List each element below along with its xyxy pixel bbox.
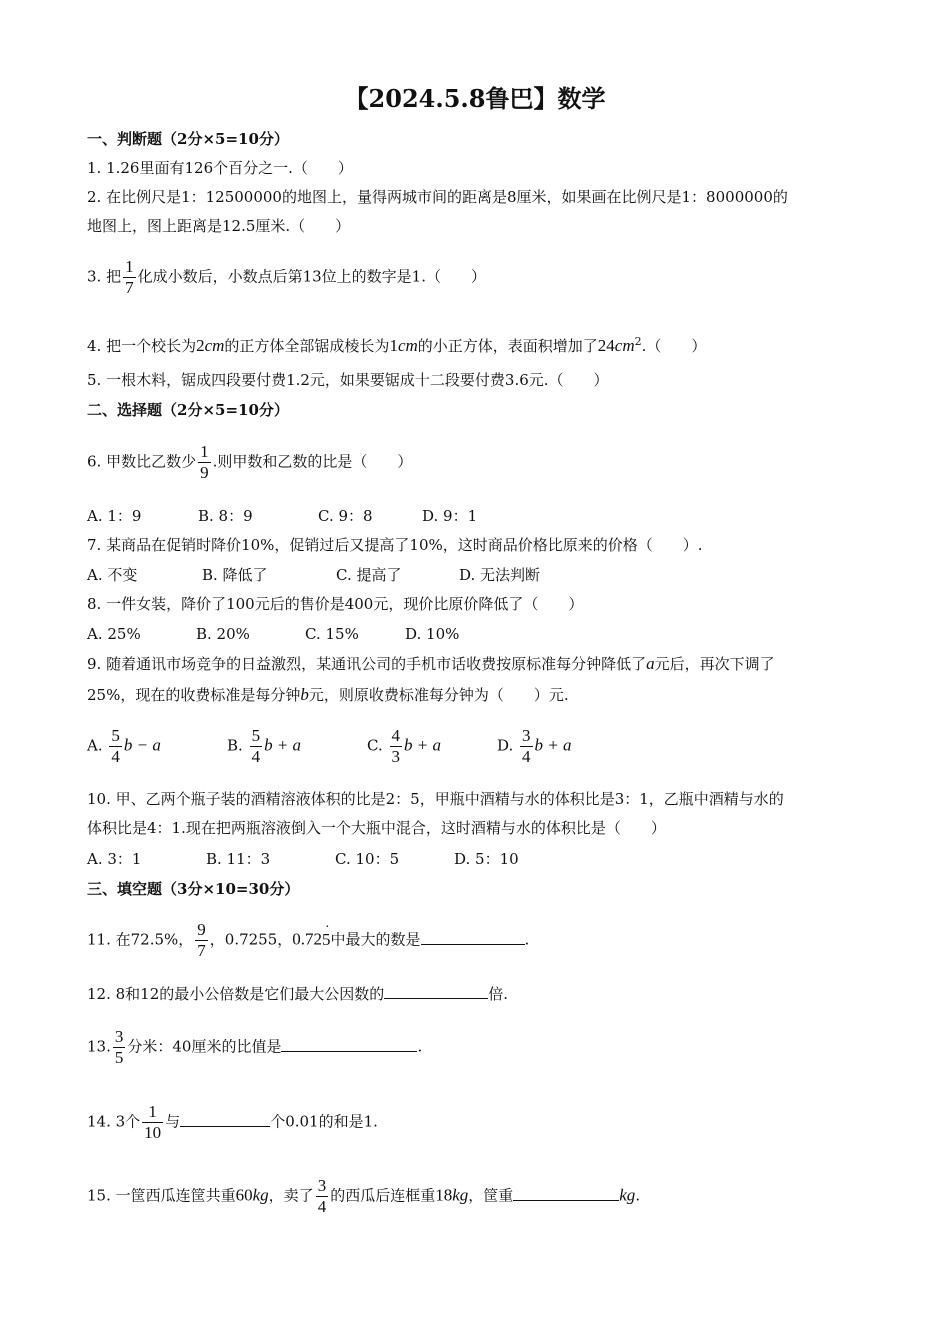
q9-line2-prefix: 25%，现在的收费标准是每分钟 xyxy=(87,686,301,704)
q9-option-c-expr: b + a xyxy=(404,735,441,755)
q13-fraction xyxy=(113,1028,126,1067)
q6-prefix: 6. 甲数比乙数少 xyxy=(87,452,197,471)
question-2-line-1: 2. 在比例尺是1：12500000的地图上，量得两城市间的距离是8厘米，如果画在比例尺是1：8000000的 xyxy=(87,188,788,206)
q9-variable-b: b xyxy=(300,685,309,704)
q11-suffix: 中最大的数是 xyxy=(330,930,421,949)
q9b-num: 5 xyxy=(251,726,261,745)
q11-repeating-base: 0.72 xyxy=(292,929,323,949)
q15-unit-3: kg xyxy=(619,1185,636,1205)
q6-denominator: 9 xyxy=(200,463,209,482)
q6-fraction xyxy=(198,443,211,482)
q9-suffix: 元后，再次下调了 xyxy=(654,655,775,673)
question-5: 5. 一根木料，锯成四段要付费1.2元，如果要锯成十二段要付费3.6元.（ ） xyxy=(87,371,609,389)
q13-answer-blank[interactable] xyxy=(281,1037,417,1052)
q6-option-d[interactable]: D. 9：1 xyxy=(422,507,478,525)
q9c-den: 3 xyxy=(391,747,400,766)
q8-option-c[interactable]: C. 15% xyxy=(305,625,359,643)
q10-option-c[interactable]: C. 10：5 xyxy=(335,850,400,868)
question-11 xyxy=(87,921,872,960)
question-9-line-2 xyxy=(87,684,872,706)
q9-option-c-label: C. xyxy=(367,736,383,755)
page-title: 【2024.5.8鲁巴】数学 xyxy=(344,84,606,113)
q6-option-a[interactable]: A. 1：9 xyxy=(87,507,142,525)
section-heading-judgement: 一、判断题（2分×5=10分） xyxy=(87,130,289,148)
q11-prefix: 11. 在72.5%， xyxy=(87,930,194,949)
q15-fraction xyxy=(316,1177,329,1216)
q14-answer-blank[interactable] xyxy=(180,1112,270,1127)
q7-option-d[interactable]: D. 无法判断 xyxy=(459,566,541,584)
q8-option-d[interactable]: D. 10% xyxy=(405,625,460,643)
q9-option-b-fraction xyxy=(250,727,263,766)
q7-option-a[interactable]: A. 不变 xyxy=(87,566,138,584)
question-10-line-1: 10. 甲、乙两个瓶子装的酒精溶液体积的比是2：5，甲瓶中酒精与水的体积比是3：1，乙瓶中酒精与水的 xyxy=(87,790,784,808)
q9-line2-suffix: 元，则原收费标准每分钟为（ ）元. xyxy=(308,686,569,704)
q13-numerator: 3 xyxy=(114,1027,124,1046)
q15-middle-3: ，筐重 xyxy=(468,1186,514,1205)
q15-middle-2: 的西瓜后连框重 xyxy=(330,1186,436,1205)
question-1: 1. 1.26里面有126个百分之一.（ ） xyxy=(87,159,353,177)
q4-suffix: .（ ） xyxy=(641,337,707,355)
section-heading-choice: 二、选择题（2分×5=10分） xyxy=(87,401,289,419)
q11-end: . xyxy=(524,930,530,949)
q14-fraction xyxy=(142,1103,163,1142)
q3-fraction xyxy=(123,258,136,297)
q15-unit-2: kg xyxy=(452,1185,469,1205)
q13-middle: 分米：40厘米的比值是 xyxy=(127,1037,282,1056)
q13-prefix: 13. xyxy=(87,1037,111,1056)
q9-option-a[interactable] xyxy=(87,727,161,766)
q9d-den: 4 xyxy=(522,747,531,766)
section-heading-fill: 三、填空题（3分×10=30分） xyxy=(87,880,300,898)
q9-option-c-fraction xyxy=(390,727,403,766)
question-2-line-2: 地图上，图上距离是12.5厘米.（ ） xyxy=(87,217,351,235)
q14-prefix: 14. 3个 xyxy=(87,1112,141,1131)
q9-prefix: 9. 随着通讯市场竞争的日益激烈，某通讯公司的手机市话收费按原标准每分钟降低了 xyxy=(87,655,647,673)
q14-denominator: 10 xyxy=(144,1123,162,1142)
q4-exponent: 2 xyxy=(634,335,642,348)
q9-option-d[interactable] xyxy=(497,727,572,766)
q9-option-a-fraction xyxy=(109,727,122,766)
q14-suffix: 个0.01的和是1. xyxy=(270,1112,378,1131)
q10-option-d[interactable]: D. 5：10 xyxy=(454,850,519,868)
question-7: 7. 某商品在促销时降价10%，促销过后又提高了10%，这时商品价格比原来的价格（ ）. xyxy=(87,536,703,554)
q4-value-1: 2 xyxy=(196,336,205,355)
q6-option-b[interactable]: B. 8：9 xyxy=(198,507,253,525)
q9-option-d-expr: b + a xyxy=(534,735,572,755)
q9-option-c[interactable] xyxy=(367,727,441,766)
q3-denominator: 7 xyxy=(125,278,134,297)
q13-denominator: 5 xyxy=(114,1048,124,1067)
q14-middle: 与 xyxy=(165,1112,181,1131)
q4-unit-2: cm xyxy=(397,336,418,355)
q11-fraction xyxy=(195,921,208,960)
q4-value-3: 24 xyxy=(597,336,615,355)
question-15 xyxy=(87,1177,872,1216)
q14-numerator: 1 xyxy=(142,1103,163,1123)
q11-denominator: 7 xyxy=(197,941,206,960)
q4-middle-2: 的小正方体，表面积增加了 xyxy=(417,337,598,355)
q15-numerator: 3 xyxy=(317,1176,327,1195)
q11-middle: ，0.7255， xyxy=(209,930,293,949)
question-13 xyxy=(87,1028,872,1067)
q11-repeating-digit: 5 · xyxy=(322,930,331,949)
q9a-num: 5 xyxy=(111,726,120,745)
q15-middle-1: ，卖了 xyxy=(268,1186,314,1205)
q9c-num: 4 xyxy=(391,726,400,745)
q10-option-a[interactable]: A. 3：1 xyxy=(87,850,142,868)
q15-answer-blank[interactable] xyxy=(513,1186,619,1201)
q15-suffix: . xyxy=(635,1186,641,1205)
q9-option-a-label: A. xyxy=(87,736,103,755)
q15-value-1: 60 xyxy=(235,1185,253,1205)
q8-option-a[interactable]: A. 25% xyxy=(87,625,141,643)
q4-prefix: 4. 把一个校长为 xyxy=(87,337,197,355)
q7-option-c[interactable]: C. 提高了 xyxy=(336,566,402,584)
q15-denominator: 4 xyxy=(317,1197,327,1216)
q15-prefix: 15. 一筐西瓜连筐共重 xyxy=(87,1186,236,1205)
question-4 xyxy=(87,331,872,357)
q11-answer-blank[interactable] xyxy=(421,930,525,945)
q6-suffix: .则甲数和乙数的比是（ ） xyxy=(212,452,413,471)
q4-value-2: 1 xyxy=(389,336,398,355)
q9-option-d-label: D. xyxy=(497,736,514,755)
q3-numerator: 1 xyxy=(125,257,134,276)
q15-value-2: 18 xyxy=(435,1185,453,1205)
q9-variable-a: a xyxy=(646,654,655,673)
q9-option-b[interactable] xyxy=(227,727,301,766)
q15-unit-1: kg xyxy=(252,1185,269,1205)
q6-numerator: 1 xyxy=(200,442,209,461)
q9-option-d-fraction xyxy=(520,727,533,766)
q9-option-b-label: B. xyxy=(227,736,243,755)
question-8: 8. 一件女装，降价了100元后的售价是400元，现价比原价降低了（ ） xyxy=(87,595,584,613)
q11-numerator: 9 xyxy=(197,920,206,939)
q9-option-b-expr: b + a xyxy=(264,735,302,755)
q7-option-b[interactable]: B. 降低了 xyxy=(202,566,268,584)
question-9-line-1 xyxy=(87,653,872,675)
q12-prefix: 12. 8和12的最小公倍数是它们最大公因数的 xyxy=(87,985,385,1003)
q4-middle: 的正方体全部锯成棱长为 xyxy=(224,337,390,355)
q3-prefix: 3. 把 xyxy=(87,267,122,286)
q6-option-c[interactable]: C. 9：8 xyxy=(318,507,373,525)
q3-suffix: 化成小数后，小数点后第13位上的数字是1.（ ） xyxy=(137,267,486,286)
question-10-line-2: 体积比是4：1.现在把两瓶溶液倒入一个大瓶中混合，这时酒精与水的体积比是（ ） xyxy=(87,819,666,837)
q13-suffix: . xyxy=(417,1037,423,1056)
q12-answer-blank[interactable] xyxy=(384,984,488,999)
q9b-den: 4 xyxy=(251,747,261,766)
q10-option-b[interactable]: B. 11：3 xyxy=(206,850,271,868)
q4-unit-1: cm xyxy=(204,336,225,355)
q9a-den: 4 xyxy=(111,747,120,766)
q9-option-a-expr: b − a xyxy=(123,735,161,755)
q8-option-b[interactable]: B. 20% xyxy=(196,625,250,643)
q12-suffix: 倍. xyxy=(488,985,509,1003)
q9d-num: 3 xyxy=(522,726,531,745)
question-12 xyxy=(87,983,872,1005)
question-6 xyxy=(87,443,872,482)
question-14 xyxy=(87,1103,872,1142)
q4-unit-3: cm xyxy=(614,336,635,355)
question-3 xyxy=(87,258,872,297)
